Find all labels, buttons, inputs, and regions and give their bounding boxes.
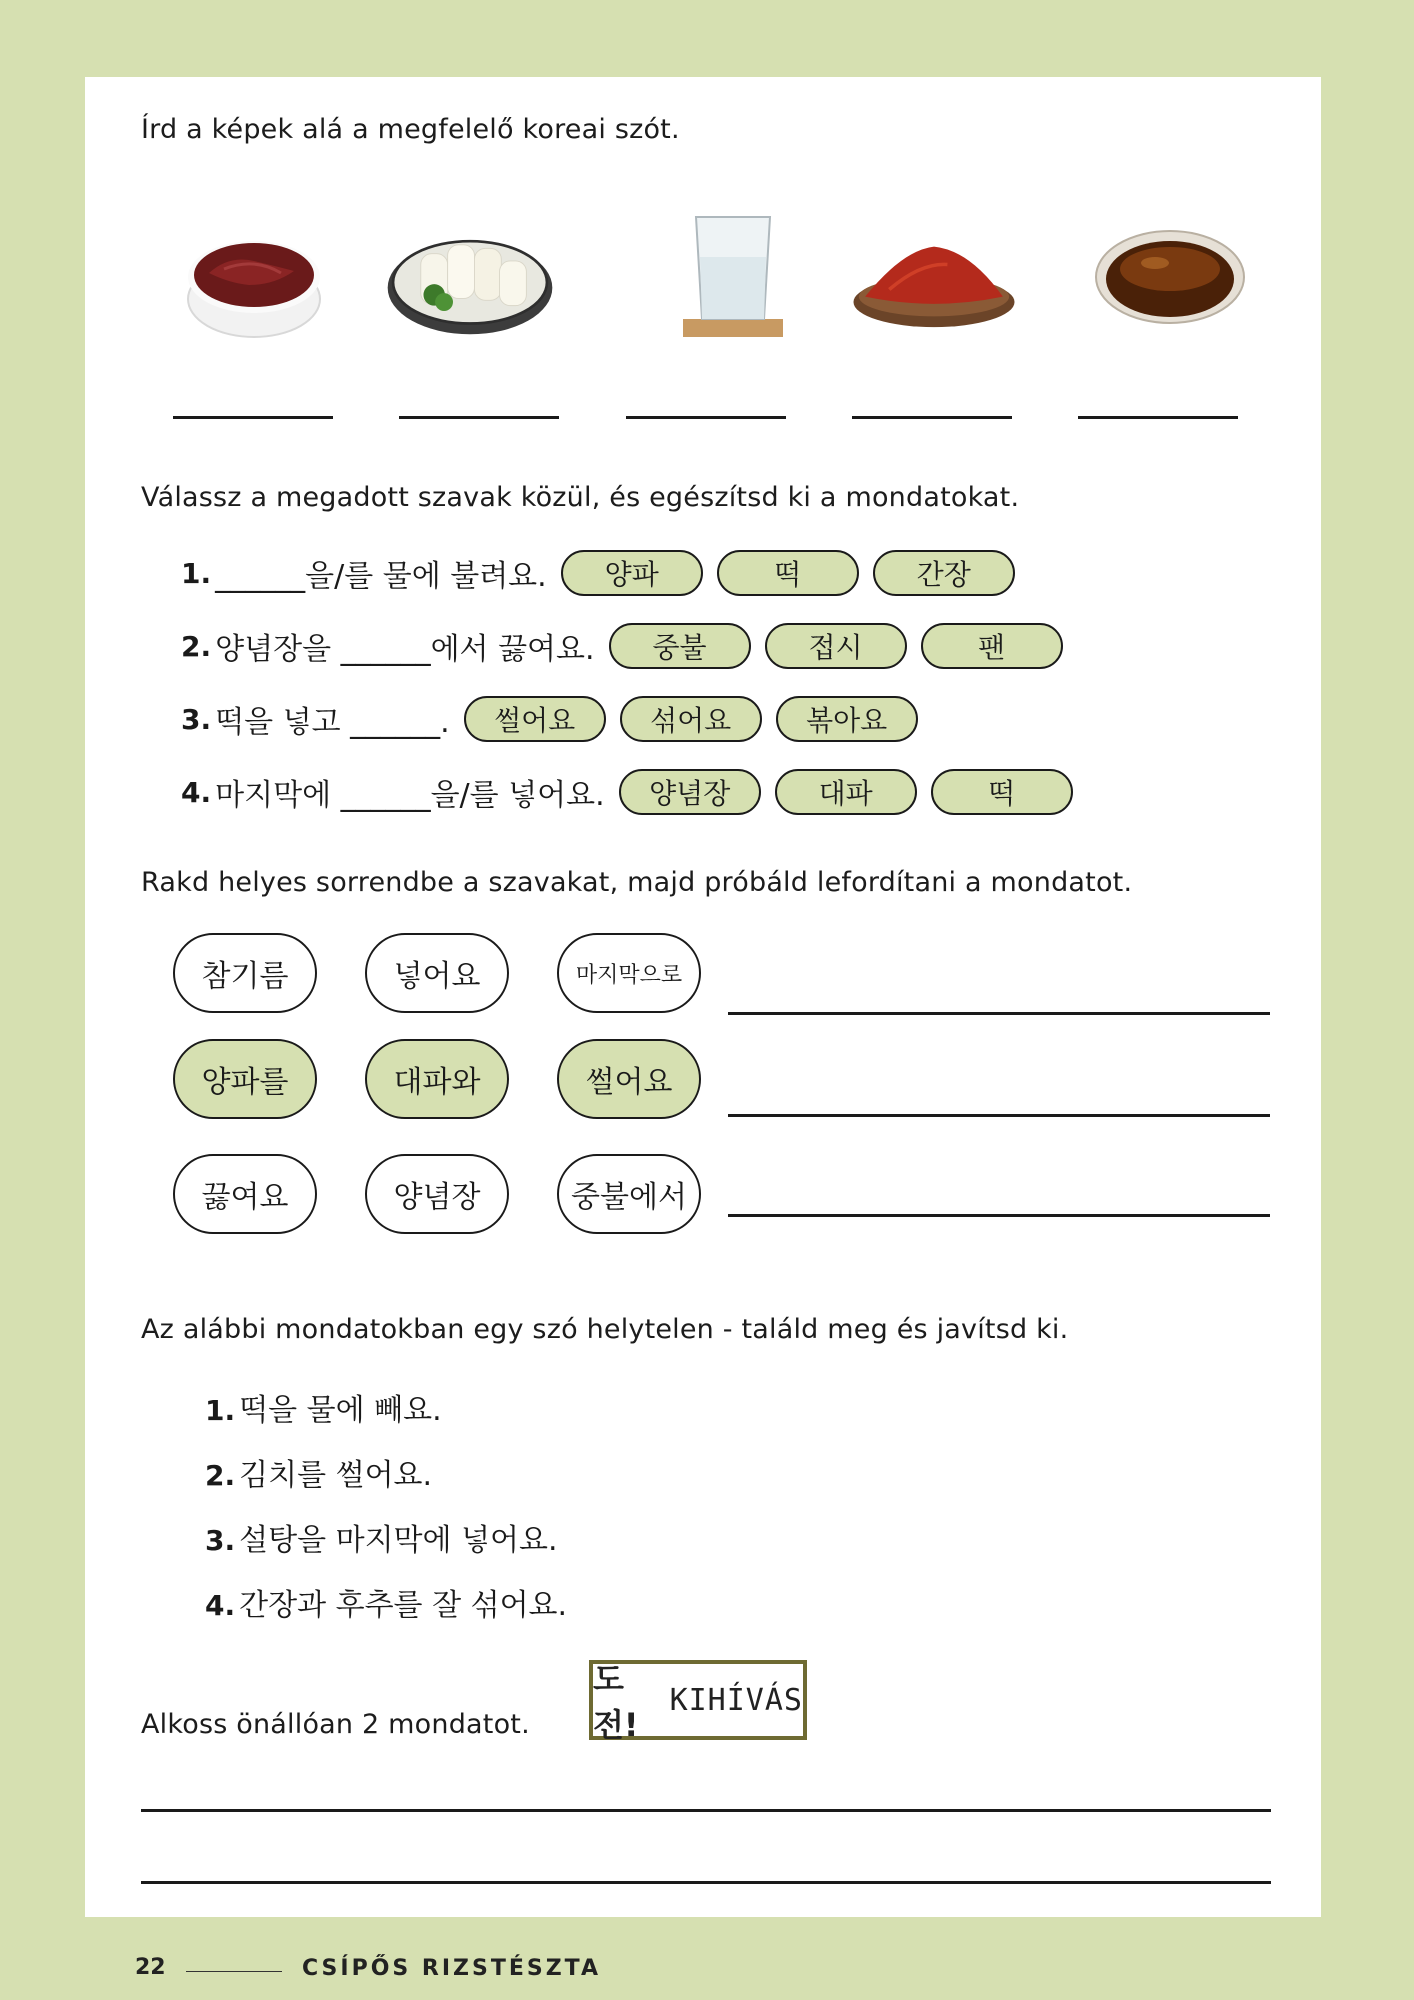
word-tile[interactable]: 대파와	[365, 1039, 509, 1119]
word-option[interactable]: 섞어요	[620, 696, 762, 742]
instruction-word-order: Rakd helyes sorrendbe a szavakat, majd próbáld lefordítani a mondatot.	[141, 867, 1133, 898]
word-tile[interactable]: 참기름	[173, 933, 317, 1013]
writing-line-1[interactable]	[141, 1809, 1271, 1812]
instruction-create-sentences: Alkoss önállóan 2 mondatot.	[141, 1709, 530, 1740]
sentence-text: 간장과 후추를 잘 섞어요.	[239, 1588, 568, 1623]
word-option[interactable]: 접시	[765, 623, 907, 669]
sentence-number: 1.	[205, 1394, 236, 1427]
word-option[interactable]: 볶아요	[776, 696, 918, 742]
rice-cakes-bowl	[385, 207, 555, 347]
sentence-text: 떡을 물에 빼요.	[239, 1393, 442, 1428]
answer-blank-5[interactable]	[1078, 416, 1238, 419]
page-number: 22	[135, 1955, 166, 1980]
soy-sauce-bowl	[1085, 207, 1255, 347]
word-option[interactable]: 중불	[609, 623, 751, 669]
sentence-text: 떡을 넣고 ______.	[215, 705, 450, 740]
challenge-badge	[589, 1660, 807, 1744]
translation-line-1[interactable]	[728, 1012, 1270, 1015]
badge-label: KIHÍVÁS	[669, 1682, 803, 1718]
fill-in-sentence-2	[181, 620, 1077, 672]
sentence-number: 2.	[205, 1459, 236, 1492]
word-tile[interactable]: 넣어요	[365, 933, 509, 1013]
writing-line-2[interactable]	[141, 1881, 1271, 1884]
sentence-text: 김치를 썰어요.	[239, 1458, 433, 1493]
fill-in-sentence-1	[181, 547, 1029, 599]
sentence-number: 3.	[205, 1524, 236, 1557]
fill-in-sentence-3	[181, 693, 932, 745]
sentence-text: 양념장을 ______에서 끓여요.	[215, 632, 595, 667]
word-option[interactable]: 양파	[561, 550, 703, 596]
translation-line-3[interactable]	[728, 1214, 1270, 1217]
word-tile[interactable]: 끓여요	[173, 1154, 317, 1234]
sentence-number: 1.	[181, 556, 212, 590]
badge-korean-text: 도전!	[593, 1660, 639, 1744]
sentence-text: 마지막에 ______을/를 넣어요.	[215, 778, 605, 813]
answer-blank-4[interactable]	[852, 416, 1012, 419]
translation-line-2[interactable]	[728, 1114, 1270, 1117]
word-option[interactable]: 간장	[873, 550, 1015, 596]
fill-in-sentence-4	[181, 766, 1087, 818]
instruction-error-correction: Az alábbi mondatokban egy szó helytelen - találd meg és javítsd ki.	[141, 1314, 1069, 1345]
word-tile[interactable]: 썰어요	[557, 1039, 701, 1119]
word-tile[interactable]: 양념장	[365, 1154, 509, 1234]
sentence-text: 설탕을 마지막에 넣어요.	[239, 1523, 558, 1558]
sentence-text: ______을/를 물에 불려요.	[215, 559, 547, 594]
error-sentence-1	[205, 1385, 442, 1429]
sentence-number: 2.	[181, 629, 212, 663]
chili-powder-plate	[849, 207, 1019, 347]
error-sentence-2	[205, 1450, 432, 1494]
word-tile[interactable]: 양파를	[173, 1039, 317, 1119]
word-option[interactable]: 대파	[775, 769, 917, 815]
answer-blank-2[interactable]	[399, 416, 559, 419]
word-option[interactable]: 양념장	[619, 769, 761, 815]
word-tile[interactable]: 중불에서	[557, 1154, 701, 1234]
word-tile[interactable]: 마지막으로	[557, 933, 701, 1013]
chapter-title: CSÍPŐS RIZSTÉSZTA	[302, 1956, 601, 1981]
word-option[interactable]: 떡	[717, 550, 859, 596]
instruction-fill-in: Válassz a megadott szavak közül, és egészítsd ki a mondatokat.	[141, 482, 1020, 513]
error-sentence-3	[205, 1515, 558, 1559]
water-glass	[648, 207, 818, 347]
word-option[interactable]: 썰어요	[464, 696, 606, 742]
sentence-number: 4.	[205, 1589, 236, 1622]
gochujang-paste-bowl	[169, 207, 339, 347]
word-option[interactable]: 팬	[921, 623, 1063, 669]
word-option[interactable]: 떡	[931, 769, 1073, 815]
worksheet-page	[85, 77, 1321, 1917]
footer-divider	[186, 1971, 282, 1972]
instruction-picture-words: Írd a képek alá a megfelelő koreai szót.	[141, 114, 680, 145]
sentence-number: 4.	[181, 775, 212, 809]
answer-blank-1[interactable]	[173, 416, 333, 419]
sentence-number: 3.	[181, 702, 212, 736]
answer-blank-3[interactable]	[626, 416, 786, 419]
error-sentence-4	[205, 1580, 567, 1624]
